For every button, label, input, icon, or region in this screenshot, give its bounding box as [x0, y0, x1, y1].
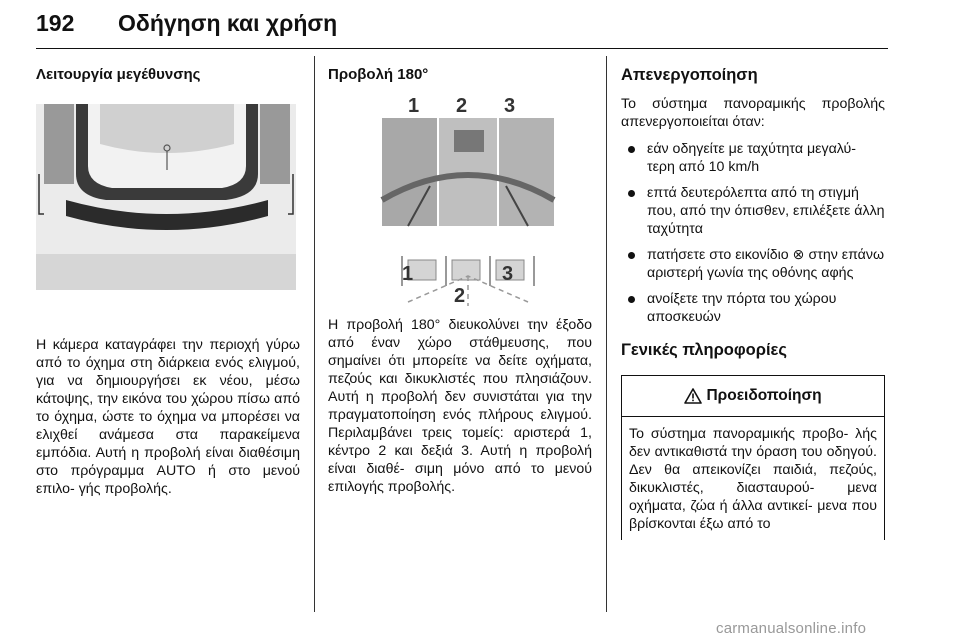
column-divider-2 — [606, 56, 607, 612]
warning-header — [622, 376, 884, 417]
warning-text: Το σύστημα πανοραμικής προβο- λής δεν αντικαθιστά την όραση του οδηγού. Δεν θα απεικονίζει παιδιά, πεζούς, δικυκλιστές, διασταυρού- μενα οχήματα, ζώα ή άλλα αντικεί- μενα που βρίσκονται έξω από το — [629, 426, 877, 532]
warning-box — [621, 375, 885, 540]
fig-label-2-bottom: 2 — [454, 285, 466, 306]
bullet-item — [621, 140, 885, 176]
fig-label-1-top: 1 — [408, 95, 420, 117]
bullet-dot-icon — [628, 296, 635, 303]
fig-label-3-top: 3 — [504, 95, 516, 117]
bullet-item — [621, 290, 885, 326]
fig-label-1-bottom: 1 — [402, 263, 414, 285]
bullet-text: ανοίξετε την πόρτα του χώρου αποσκευών — [647, 291, 837, 325]
bullet-dot-icon — [628, 190, 635, 197]
view180-paragraph: Η προβολή 180° διευκολύνει την έξοδο από έναν χώρο στάθμευσης, που σημαίνει ότι μπορείτε να δείτε οχήματα, πεζούς και δικυκλιστές που πλησιάζουν. Αυτή η προβολή δεν συνιστάται για την πραγματοποίηση ενός πλήρους ελιγμού. Περιλαμβάνει τρεις τομείς: αριστερά 1, κέντρο 2 και δεξιά 3. Αυτή η προβολή είναι διαθέ- σιμη μόνο από το μενού επιλογής προβολής. — [328, 317, 592, 495]
bullet-item — [621, 184, 885, 238]
view180-heading: Προβολή 180° — [328, 66, 429, 83]
view180-figure — [368, 90, 568, 306]
footer-watermark: carmanualsonline.info — [716, 620, 867, 637]
column-divider-1 — [314, 56, 315, 612]
bullet-text: εάν οδηγείτε με ταχύτητα μεγαλύ- τερη από 10 km/h — [647, 141, 857, 175]
zoom-heading: Λειτουργία μεγέθυνσης — [36, 66, 201, 83]
fig-label-2-top: 2 — [456, 95, 468, 117]
bullet-dot-icon — [628, 146, 635, 153]
bullet-text: πατήσετε στο εικονίδιο ⊗ στην επάνω αριστερή γωνία της οθόνης αφής — [647, 247, 885, 281]
fig-label-3-bottom: 3 — [502, 263, 514, 285]
zoom-paragraph: Η κάμερα καταγράφει την περιοχή γύρω από το όχημα στη διάρκεια ενός ελιγμού, για να δημιουργήσει εκ νέου, μέσω κάτοψης, την εικόνα του χώρου πίσω από το όχημα, ώστε το όχημα να μπορέσει να ελιχθεί ανάμεσα στα παρακείμενα εμπόδια. Αυτή η προβολή είναι διαθέσιμη στο πρόγραμμα AUTO ή στο μενού επιλο- γής προβολής. — [36, 337, 300, 497]
warning-triangle-icon — [684, 388, 702, 404]
bullet-text: επτά δευτερόλεπτα από τη στιγμή που, από την όπισθεν, επιλέξετε άλλη ταχύτητα — [647, 185, 885, 237]
page-header — [36, 0, 888, 49]
bullet-item — [621, 246, 885, 282]
bullet-dot-icon — [628, 252, 635, 259]
chapter-title: Οδήγηση και χρήση — [118, 10, 338, 36]
column-deactivation — [621, 56, 885, 360]
page-number: 192 — [36, 10, 75, 36]
general-info-heading: Γενικές πληροφορίες — [621, 341, 787, 359]
deactivation-heading: Απενεργοποίηση — [621, 66, 758, 84]
deactivation-intro: Το σύστημα πανοραμικής προβολής απενεργοποιείται όταν: — [621, 96, 885, 130]
zoom-figure — [36, 104, 296, 290]
warning-title: Προειδοποίηση — [706, 387, 822, 404]
